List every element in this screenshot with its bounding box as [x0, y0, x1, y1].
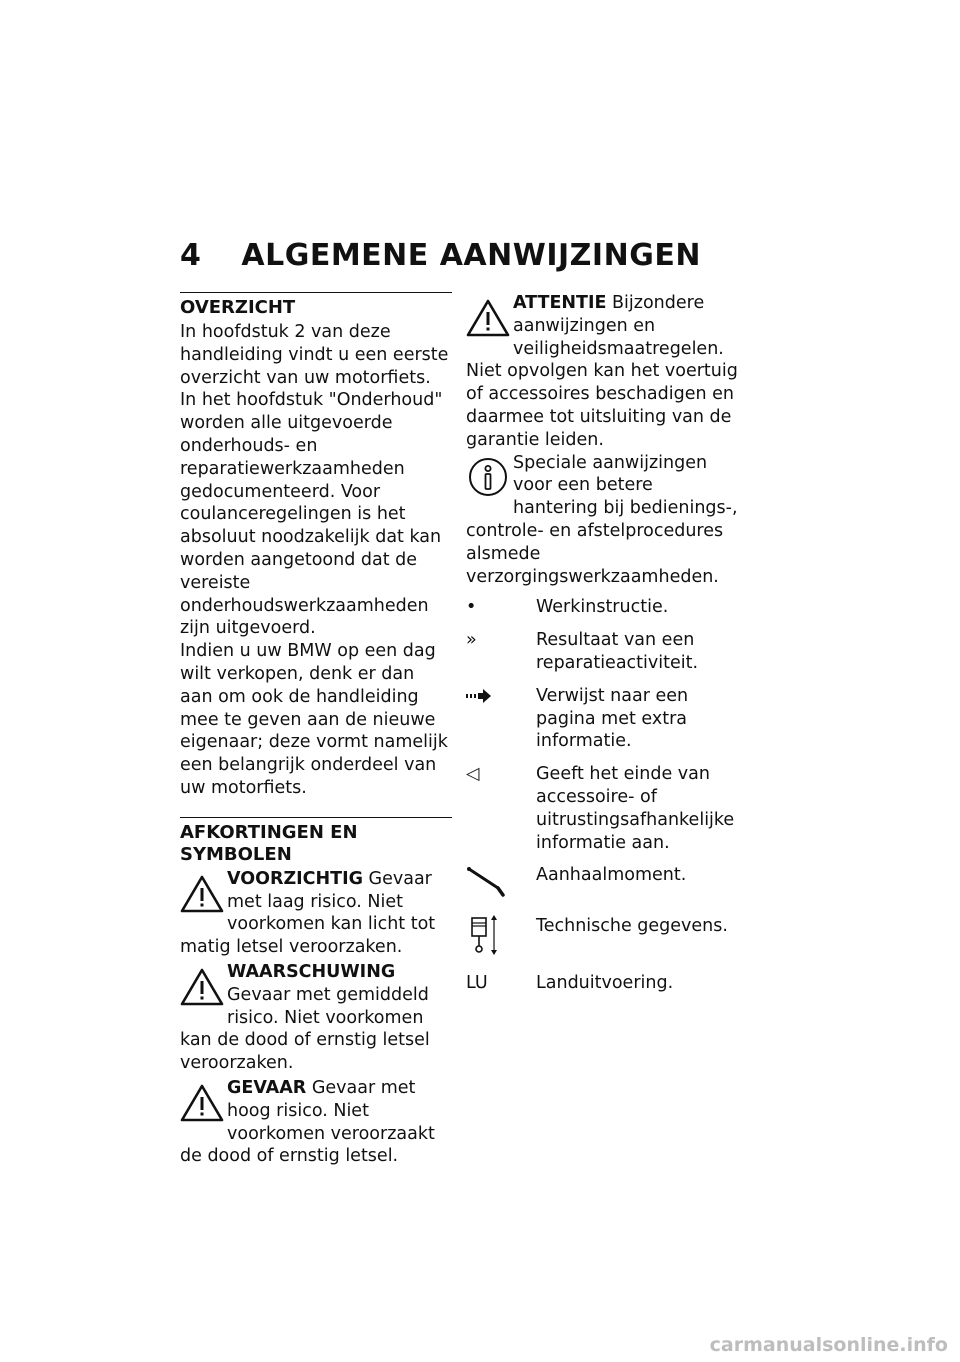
list-item: [466, 685, 738, 753]
warning-triangle-icon: [180, 874, 224, 914]
list-item: [466, 629, 738, 675]
attention-keyword: ATTENTIE: [513, 293, 607, 313]
danger-keyword: GEVAAR: [227, 1077, 307, 1098]
warning-triangle-icon: [180, 1083, 224, 1123]
list-item: [466, 596, 738, 619]
caution-text: Gevaar met laag risico. Niet voorkomen kan licht tot matig letsel veroorzaken.: [180, 868, 436, 958]
page-title: [180, 238, 701, 273]
symbol-description: Landuitvoering.: [536, 972, 674, 993]
warning-notice: [180, 961, 452, 1075]
abbreviations-heading: AFKORTINGEN EN SYMBOLEN: [180, 817, 452, 866]
warning-triangle-icon: [466, 298, 510, 338]
list-item: [466, 763, 738, 854]
country-code-label: LU: [466, 972, 488, 993]
overview-heading: OVERZICHT: [180, 292, 452, 319]
attention-notice: [466, 292, 738, 452]
overview-paragraph-2: Indien u uw BMW op een dag wilt verkopen, denk er dan aan om ook de handleiding mee te geven aan de nieuwe eigenaar; deze vormt namelijk een belangrijk onderdeel van uw motorfiets.: [180, 641, 448, 798]
danger-notice: [180, 1077, 452, 1168]
symbol-description: Aanhaalmoment.: [536, 865, 687, 886]
attention-text: Bijzondere aanwijzingen en veiligheidsmaatregelen. Niet opvolgen kan het voertuig of accessoires beschadigen en daarmee tot uitsluiting van de garantie leiden.: [466, 293, 738, 450]
caution-notice: [180, 868, 452, 959]
chapter-title: ALGEMENE AANWIJZINGEN: [241, 238, 701, 273]
torque-wrench-icon: [466, 864, 536, 905]
symbol-list: [466, 596, 738, 994]
list-item: [466, 864, 738, 905]
chapter-number: 4: [180, 238, 202, 273]
symbol-description: Technische gegevens.: [536, 916, 728, 937]
list-item: [466, 915, 738, 962]
info-icon: [466, 455, 510, 499]
overview-paragraph-1: In hoofdstuk 2 van deze handleiding vindt u een eerste overzicht van uw motorfiets. In het hoofdstuk "Onderhoud" worden alle uitgevoerde onderhouds- en reparatiewerkzaamheden gedocumenteerd. Voor coulanceregelingen is het absoluut noodzakelijk dat kan worden aangetoond dat de vereiste onderhoudswerkzaamheden zijn uitgevoerd.: [180, 322, 449, 639]
warning-text: Gevaar met gemiddeld risico. Niet voorkomen kan de dood of ernstig letsel veroorzaken.: [180, 984, 430, 1074]
page-reference-arrow-icon: [466, 685, 536, 710]
symbol-description: Werkinstructie.: [536, 597, 669, 618]
end-marker-icon: ◁: [466, 764, 480, 785]
watermark: carmanualsonline.info: [709, 1334, 948, 1356]
info-text: Speciale aanwijzingen voor een betere hantering bij bedienings-, controle- en afstelprocedures alsmede verzorgingswerkzaamheden.: [466, 452, 738, 587]
danger-text: Gevaar met hoog risico. Niet voorkomen veroorzaakt de dood of ernstig letsel.: [180, 1077, 435, 1167]
right-column: [466, 292, 738, 1005]
symbol-description: Geeft het einde van accessoire- of uitrustingsafhankelijke informatie aan.: [536, 764, 735, 853]
technical-data-icon: [466, 915, 536, 962]
caution-keyword: VOORZICHTIG: [227, 868, 363, 889]
list-item: [466, 972, 738, 995]
result-arrow-icon: »: [466, 630, 477, 651]
left-column: [180, 292, 452, 1168]
symbol-description: Verwijst naar een pagina met extra informatie.: [536, 685, 689, 752]
warning-keyword: WAARSCHUWING: [227, 961, 396, 982]
warning-triangle-icon: [180, 967, 224, 1007]
info-notice: [466, 452, 738, 589]
symbol-description: Resultaat van een reparatieactiviteit.: [536, 630, 699, 673]
bullet-icon: •: [466, 597, 477, 618]
